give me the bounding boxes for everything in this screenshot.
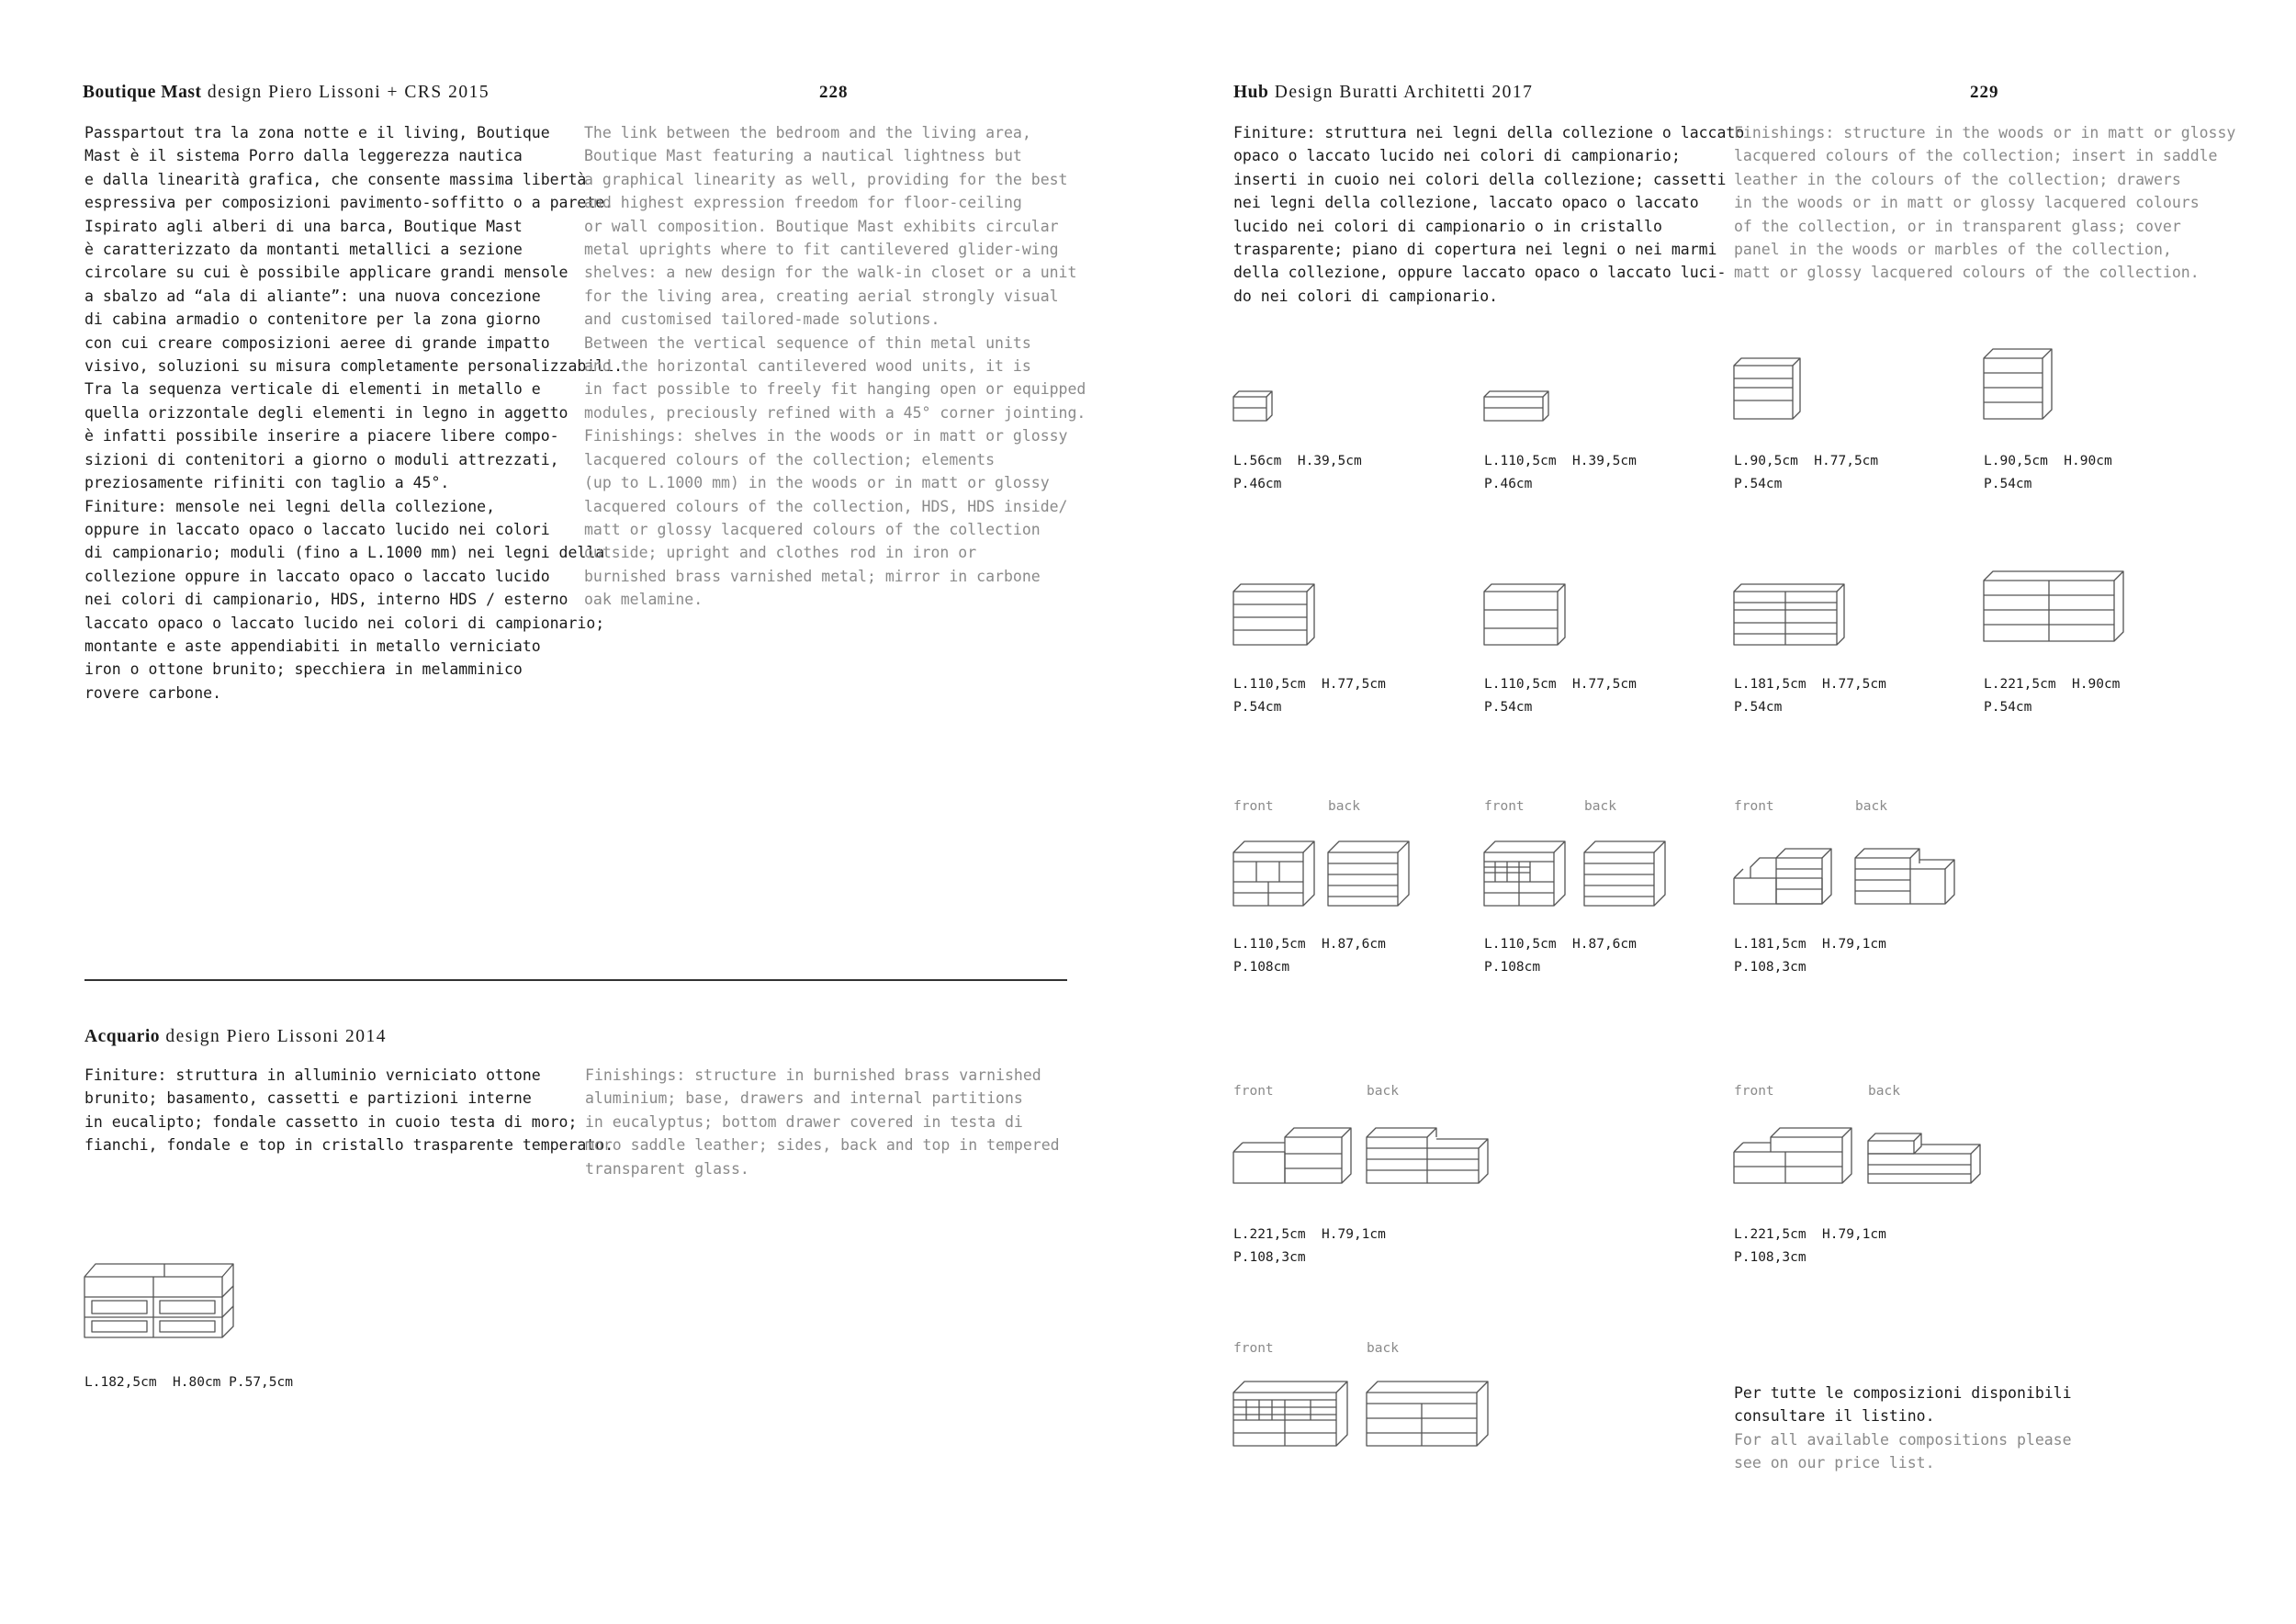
- text-line: transparent glass.: [585, 1159, 749, 1178]
- text-line: in fact possible to freely fit hanging open or equipped: [584, 380, 1086, 399]
- text-line: Finiture: struttura nei legni della collezione o laccato: [1233, 124, 1745, 141]
- hub-composition-front-drawing: [1484, 840, 1567, 909]
- hub-composition-back-drawing: [1367, 1380, 1495, 1449]
- text-line: a sbalzo ad “ala di aliante”: una nuova concezione: [84, 287, 541, 305]
- front-label: front: [1734, 799, 1774, 814]
- text-line: in the woods or in matt or glossy lacquered colours: [1734, 194, 2200, 212]
- text-line: consultare il listino.: [1734, 1407, 1935, 1426]
- text-line: moro saddle leather; sides, back and top in tempered: [585, 1136, 1060, 1155]
- text-line: preziosamente rifiniti con taglio a 45°.: [84, 474, 450, 492]
- hub-unit-drawing: [1984, 570, 2131, 647]
- text-line: opaco o laccato lucido nei colori di campionario;: [1233, 147, 1681, 165]
- text-line: Mast è il sistema Porro dalla leggerezza nautica: [84, 147, 523, 165]
- price-list-note-en: [1734, 1428, 2072, 1475]
- front-label: front: [1233, 1084, 1274, 1099]
- text-line: è infatti possibile inserire a piacere libere compo-: [84, 427, 559, 445]
- back-label: back: [1328, 799, 1360, 814]
- acquario-drawing: [84, 1260, 241, 1341]
- text-line: è caratterizzato da montanti metallici a sezione: [84, 241, 523, 259]
- back-label: back: [1367, 1084, 1399, 1099]
- text-line: circolare su cui è possibile applicare grandi mensole: [84, 264, 568, 282]
- hub-header: [1233, 83, 1533, 103]
- acquario-header: [84, 1027, 387, 1047]
- text-line: lacquered colours of the collection; elements: [584, 450, 996, 468]
- hub-title: Hub: [1233, 83, 1269, 102]
- front-label: front: [1734, 1084, 1774, 1099]
- hub-text-it: [1233, 121, 1744, 308]
- text-line: lacquered colours of the collection, HDS, HDS inside/: [584, 497, 1068, 515]
- hub-dims: L.221,5cm H.90cm P.54cm: [1984, 677, 2121, 715]
- text-line: di campionario; moduli (fino a L.1000 mm) nei legni della: [84, 544, 605, 562]
- hub-dims: L.90,5cm H.77,5cm P.54cm: [1734, 454, 1879, 491]
- text-line: quella orizzontale degli elementi in legno in aggetto: [84, 403, 568, 422]
- text-line: in eucalyptus; bottom drawer covered in testa di: [585, 1112, 1023, 1131]
- hub-composition-back-drawing: [1584, 840, 1667, 909]
- acquario-text-it: [84, 1064, 613, 1157]
- boutique-mast-header: [83, 83, 490, 103]
- text-line: aluminium; base, drawers and internal partitions: [585, 1089, 1023, 1108]
- text-line: burnished brass varnished metal; mirror in carbone: [584, 567, 1041, 585]
- text-line: nei legni della collezione, laccato opaco o laccato: [1233, 194, 1699, 212]
- hub-unit-drawing: [1734, 356, 1807, 424]
- text-line: inserti in cuoio nei colori della collezione; cassetti: [1233, 170, 1727, 188]
- hub-dims: L.110,5cm H.77,5cm P.54cm: [1484, 677, 1637, 715]
- hub-unit-drawing: [1233, 389, 1279, 426]
- text-line: and the horizontal cantilevered wood units, it is: [584, 357, 1031, 376]
- text-line: Finiture: struttura in alluminio verniciato ottone: [84, 1066, 541, 1084]
- hub-dims: L.181,5cm H.79,1cm P.108,3cm: [1734, 937, 1886, 975]
- text-line: and highest expression freedom for floor-ceiling: [584, 194, 1022, 212]
- text-line: in eucalipto; fondale cassetto in cuoio testa di moro;: [84, 1112, 578, 1131]
- text-line: laccato opaco o laccato lucido nei colori di campionario;: [84, 614, 605, 632]
- back-label: back: [1367, 1341, 1399, 1356]
- text-line: della collezione, oppure laccato opaco o laccato luci-: [1233, 264, 1727, 282]
- acquario-credit: design Piero Lissoni 2014: [165, 1027, 387, 1046]
- hub-dims: L.90,5cm H.90cm P.54cm: [1984, 454, 2112, 491]
- text-line: iron o ottone brunito; specchiera in melamminico: [84, 660, 523, 679]
- text-line: Finishings: structure in the woods or in matt or glossy: [1734, 124, 2236, 141]
- hub-dims: L.56cm H.39,5cm P.46cm: [1233, 454, 1362, 491]
- text-line: trasparente; piano di copertura nei legni o nei marmi: [1233, 241, 1717, 259]
- text-line: espressiva per composizioni pavimento-soffitto o a parete.: [84, 194, 614, 212]
- acquario-dimensions: L.182,5cm H.80cm P.57,5cm: [84, 1375, 293, 1390]
- text-line: oak melamine.: [584, 591, 703, 609]
- boutique-mast-text-it: [84, 121, 623, 705]
- hub-composition-front-drawing: [1734, 1124, 1863, 1190]
- text-line: lacquered colours of the collection; insert in saddle: [1734, 147, 2218, 165]
- text-line: a graphical linearity as well, providing for the best: [584, 170, 1068, 188]
- back-label: back: [1868, 1084, 1900, 1099]
- hub-composition-back-drawing: [1855, 845, 1965, 911]
- hub-composition-back-drawing: [1868, 1124, 1997, 1190]
- text-line: nei colori di campionario, HDS, interno HDS / esterno: [84, 591, 568, 609]
- text-line: do nei colori di campionario.: [1233, 287, 1499, 305]
- text-line: and customised tailored-made solutions.: [584, 310, 940, 329]
- text-line: brunito; basamento, cassetti e partizioni interne: [84, 1089, 532, 1108]
- hub-composition-back-drawing: [1328, 840, 1411, 909]
- page-number-left: 228: [819, 83, 849, 102]
- section-divider: [84, 979, 1067, 981]
- text-line: Finishings: structure in burnished brass varnished: [585, 1066, 1041, 1084]
- hub-unit-drawing: [1734, 582, 1853, 648]
- text-line: of the collection, or in transparent glass; cover: [1734, 217, 2181, 235]
- text-line: Ispirato agli alberi di una barca, Boutique Mast: [84, 217, 523, 235]
- hub-dims: L.110,5cm H.39,5cm P.46cm: [1484, 454, 1637, 491]
- text-line: montante e aste appendiabiti in metallo verniciato: [84, 637, 541, 655]
- page-number-right: 229: [1970, 83, 1999, 102]
- text-line: Per tutte le composizioni disponibili: [1734, 1384, 2072, 1402]
- text-line: or wall composition. Boutique Mast exhibits circular: [584, 217, 1059, 235]
- text-line: Passpartout tra la zona notte e il living, Boutique: [84, 124, 550, 141]
- hub-unit-drawing: [1484, 389, 1558, 426]
- front-label: front: [1484, 799, 1525, 814]
- text-line: lucido nei colori di campionario o in cristallo: [1233, 217, 1662, 235]
- text-line: For all available compositions please: [1734, 1431, 2072, 1449]
- boutique-mast-title: Boutique Mast: [83, 83, 202, 102]
- text-line: (up to L.1000 mm) in the woods or in matt or glossy: [584, 474, 1050, 492]
- boutique-mast-text-en: [584, 121, 1086, 612]
- text-line: collezione oppure in laccato opaco o laccato lucido: [84, 567, 550, 585]
- hub-unit-drawing: [1484, 582, 1571, 648]
- text-line: Finishings: shelves in the woods or in matt or glossy: [584, 427, 1068, 445]
- text-line: outside; upright and clothes rod in iron or: [584, 544, 977, 562]
- hub-text-en: [1734, 121, 2235, 285]
- text-line: metal uprights where to fit cantilevered glider-wing: [584, 241, 1059, 259]
- hub-unit-drawing: [1984, 347, 2057, 424]
- text-line: matt or glossy lacquered colours of the collection: [584, 520, 1041, 538]
- back-label: back: [1584, 799, 1616, 814]
- hub-unit-drawing: [1233, 582, 1321, 648]
- boutique-mast-credit: design Piero Lissoni + CRS 2015: [207, 83, 490, 102]
- hub-dims: L.221,5cm H.79,1cm P.108,3cm: [1734, 1227, 1886, 1265]
- front-label: front: [1233, 799, 1274, 814]
- hub-credit: Design Buratti Architetti 2017: [1274, 83, 1534, 102]
- hub-composition-front-drawing: [1233, 840, 1316, 909]
- text-line: see on our price list.: [1734, 1454, 1935, 1472]
- text-line: shelves: a new design for the walk-in closet or a unit: [584, 264, 1077, 282]
- text-line: e dalla linearità grafica, che consente massima libertà: [84, 170, 587, 188]
- hub-composition-front-drawing: [1233, 1380, 1353, 1449]
- front-label: front: [1233, 1341, 1274, 1356]
- text-line: Finiture: mensole nei legni della collezione,: [84, 497, 496, 515]
- price-list-note-it: [1734, 1382, 2072, 1428]
- hub-dims: L.110,5cm H.87,6cm P.108cm: [1233, 937, 1386, 975]
- acquario-title: Acquario: [84, 1027, 160, 1046]
- hub-composition-back-drawing: [1367, 1124, 1504, 1190]
- text-line: di cabina armadio o contenitore per la zona giorno: [84, 310, 541, 329]
- hub-dims: L.110,5cm H.77,5cm P.54cm: [1233, 677, 1386, 715]
- text-line: con cui creare composizioni aeree di grande impatto: [84, 333, 550, 352]
- hub-dims: L.110,5cm H.87,6cm P.108cm: [1484, 937, 1637, 975]
- hub-composition-front-drawing: [1233, 1124, 1362, 1190]
- text-line: matt or glossy lacquered colours of the collection.: [1734, 264, 2200, 282]
- hub-composition-front-drawing: [1734, 845, 1844, 911]
- text-line: Tra la sequenza verticale di elementi in metallo e: [84, 380, 541, 399]
- text-line: visivo, soluzioni su misura completamente personalizzabili.: [84, 357, 624, 376]
- hub-dims: L.221,5cm H.79,1cm P.108,3cm: [1233, 1227, 1386, 1265]
- text-line: leather in the colours of the collection; drawers: [1734, 170, 2181, 188]
- text-line: fianchi, fondale e top in cristallo trasparente temperato.: [84, 1136, 614, 1155]
- hub-dims: L.181,5cm H.77,5cm P.54cm: [1734, 677, 1886, 715]
- back-label: back: [1855, 799, 1887, 814]
- text-line: for the living area, creating aerial strongly visual: [584, 287, 1059, 305]
- text-line: The link between the bedroom and the living area,: [584, 124, 1031, 141]
- acquario-text-en: [585, 1064, 1060, 1180]
- text-line: Between the vertical sequence of thin metal units: [584, 333, 1031, 352]
- text-line: modules, preciously refined with a 45° corner jointing.: [584, 403, 1086, 422]
- text-line: oppure in laccato opaco o laccato lucido nei colori: [84, 520, 550, 538]
- text-line: sizioni di contenitori a giorno o moduli attrezzati,: [84, 450, 559, 468]
- text-line: panel in the woods or marbles of the collection,: [1734, 241, 2172, 259]
- text-line: Boutique Mast featuring a nautical lightness but: [584, 147, 1022, 165]
- text-line: rovere carbone.: [84, 683, 222, 702]
